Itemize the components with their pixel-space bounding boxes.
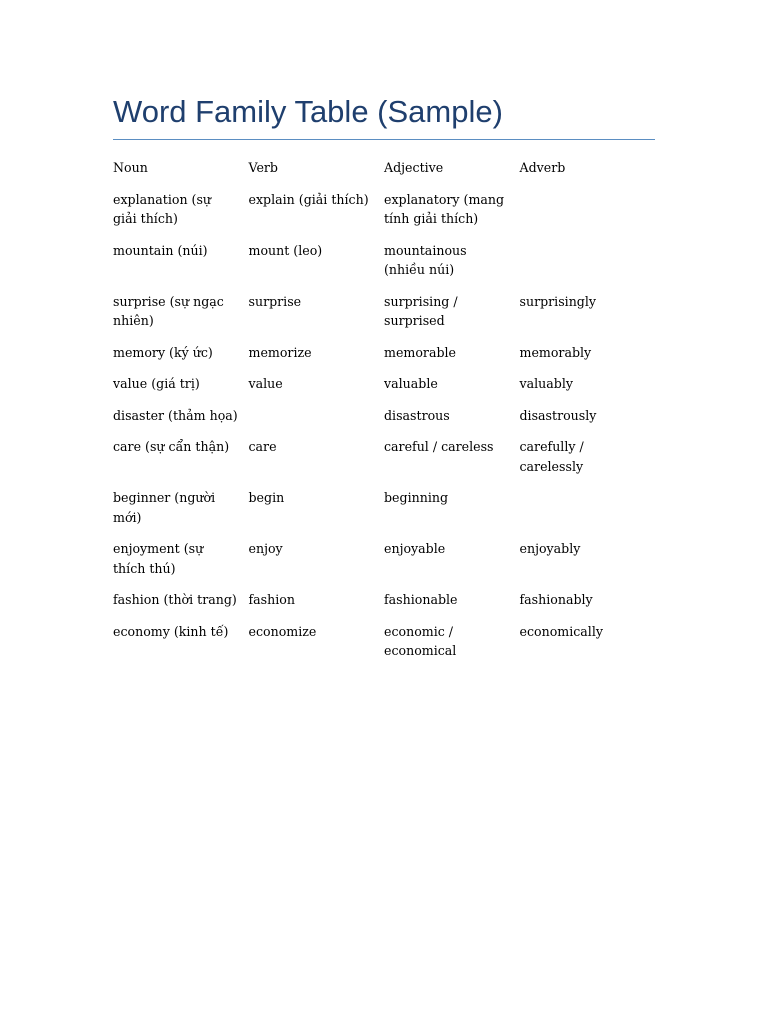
- cell-verb: economize: [248, 623, 317, 639]
- table-row: [113, 590, 655, 610]
- cell-adverb: disastrously: [519, 407, 597, 423]
- header-adverb: Adverb: [519, 160, 566, 175]
- cell-verb: care: [248, 439, 277, 454]
- cell-noun: fashion (thời trang): [113, 592, 237, 607]
- cell-adjective: fashionable: [384, 592, 458, 607]
- cell-verb: value: [248, 376, 283, 391]
- cell-verb: explain (giải thích): [248, 191, 369, 207]
- cell-adverb: [520, 488, 656, 508]
- cell-noun: explanation (sự giải thích): [113, 191, 212, 226]
- table-row: [113, 190, 655, 229]
- cell-noun: value (giá trị): [113, 376, 200, 391]
- cell-noun: care (sự cẩn thận): [113, 439, 230, 454]
- cell-adverb: [520, 190, 656, 210]
- cell-adjective: surprising / surprised: [384, 293, 458, 328]
- cell-adverb: economically: [519, 623, 603, 639]
- cell-adverb: surprisingly: [519, 293, 597, 309]
- cell-noun: surprise (sự ngạc nhiên): [113, 293, 224, 328]
- cell-adjective: memorable: [384, 344, 456, 360]
- cell-adjective: economic / economical: [384, 623, 457, 658]
- title-underline: [113, 139, 655, 140]
- table-header-row: [113, 158, 655, 178]
- cell-noun: beginner (người mới): [113, 490, 216, 525]
- table-row: [113, 292, 655, 331]
- cell-adjective: valuable: [384, 376, 438, 391]
- cell-noun: disaster (thảm họa): [113, 407, 238, 423]
- cell-adjective: enjoyable: [384, 541, 446, 556]
- table-row: [113, 539, 655, 578]
- cell-verb: [249, 406, 385, 426]
- cell-adverb: carefully / carelessly: [519, 439, 584, 474]
- header-noun: Noun: [113, 160, 148, 175]
- table-row: [113, 343, 655, 363]
- table-body: [113, 190, 655, 661]
- cell-verb: surprise: [248, 293, 302, 309]
- cell-noun: economy (kinh tế): [113, 623, 229, 639]
- cell-adjective: explanatory (mang tính giải thích): [384, 191, 505, 226]
- cell-adverb: enjoyably: [519, 541, 581, 556]
- cell-verb: enjoy: [248, 541, 283, 556]
- cell-verb: mount (leo): [248, 242, 323, 258]
- cell-adjective: disastrous: [384, 407, 450, 423]
- cell-adjective: beginning: [384, 490, 449, 505]
- table-row: [113, 437, 655, 476]
- cell-verb: memorize: [248, 344, 312, 360]
- header-verb: Verb: [248, 160, 278, 175]
- table-row: [113, 406, 655, 426]
- cell-noun: mountain (núi): [113, 242, 208, 258]
- cell-adverb: memorably: [519, 344, 592, 360]
- table-row: [113, 374, 655, 394]
- table-row: [113, 488, 655, 527]
- cell-adjective: mountainous (nhiều núi): [384, 242, 467, 277]
- cell-verb: fashion: [248, 592, 295, 607]
- page-title: Word Family Table (Sample): [113, 94, 503, 129]
- cell-adjective: careful / careless: [384, 439, 494, 454]
- word-family-table: [113, 158, 655, 661]
- cell-verb: begin: [248, 490, 285, 505]
- cell-adverb: [520, 241, 656, 261]
- table-row: [113, 622, 655, 661]
- cell-adverb: valuably: [519, 376, 573, 391]
- cell-noun: memory (ký ức): [113, 344, 213, 360]
- header-adjective: Adjective: [384, 160, 444, 175]
- table-row: [113, 241, 655, 280]
- cell-noun: enjoyment (sự thích thú): [113, 541, 204, 576]
- cell-adverb: fashionably: [519, 592, 593, 607]
